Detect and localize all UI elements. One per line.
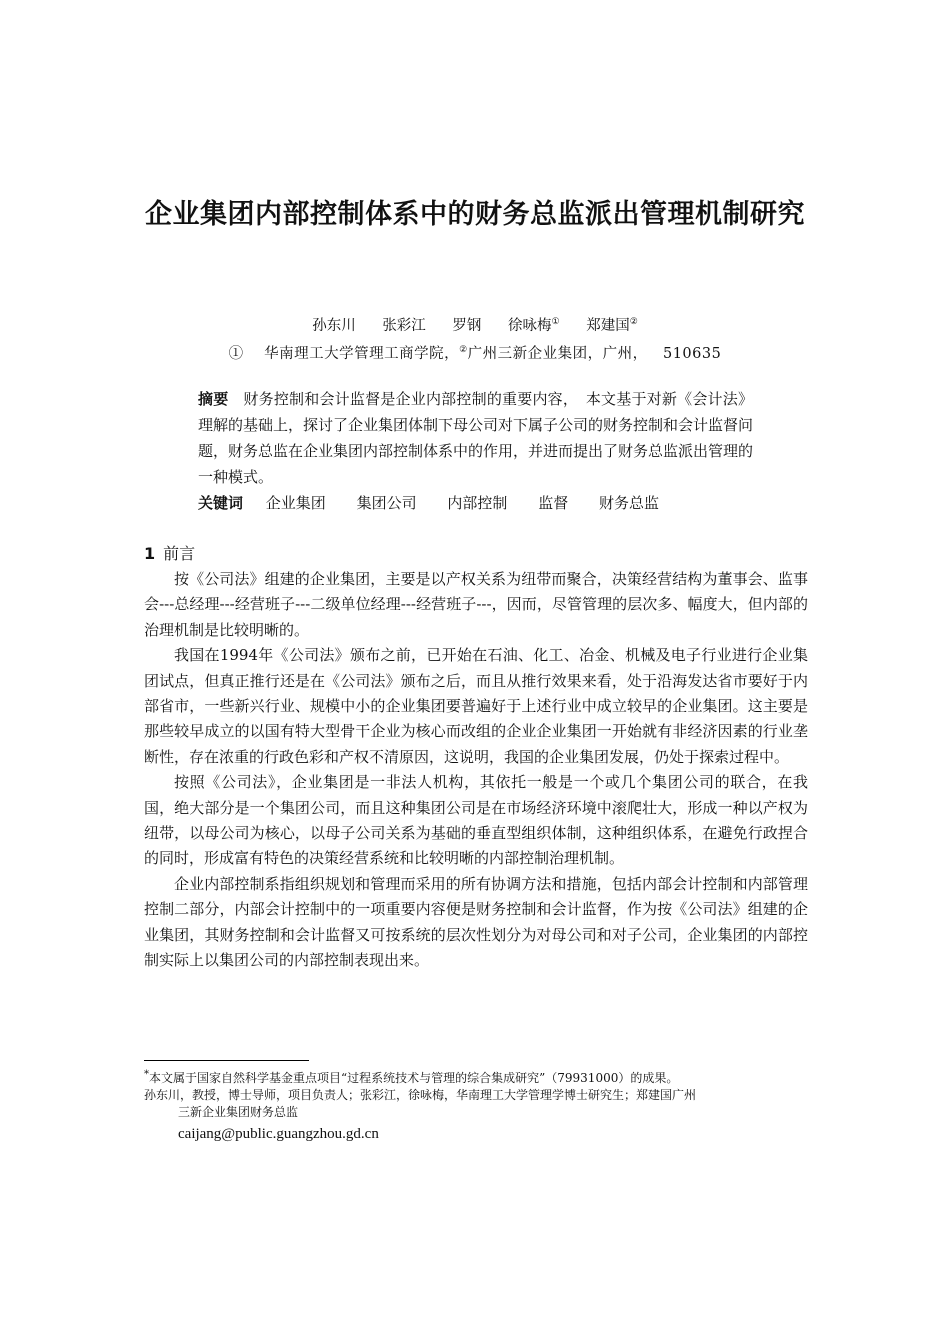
affiliation-institution-2: 广州三新企业集团，广州， — [467, 345, 648, 362]
author-2: 张彩江 — [382, 317, 426, 334]
author-5-mark: ② — [629, 317, 638, 327]
section-title: 前言 — [163, 544, 196, 563]
footnote-email: caijang@public.guangzhou.gd.cn — [178, 1126, 379, 1142]
keyword-3: 内部控制 — [447, 494, 508, 512]
paper-title: 企业集团内部控制体系中的财务总监派出管理机制研究 — [145, 199, 805, 230]
section-heading — [144, 542, 195, 566]
abstract — [198, 386, 753, 490]
section-number: 1 — [144, 544, 156, 563]
author-4-mark: ① — [551, 317, 560, 327]
keywords-label: 关键词 — [198, 494, 244, 512]
footnote — [144, 1066, 824, 1145]
affiliation-institution-1: 华南理工大学管理工商学院， — [264, 345, 460, 362]
footnote-divider — [144, 1060, 309, 1061]
author-4: 徐咏梅① — [508, 317, 560, 334]
affiliation-postcode: 510635 — [662, 345, 722, 362]
section-body — [144, 567, 808, 974]
author-3: 罗钢 — [452, 317, 482, 334]
keyword-1: 企业集团 — [265, 494, 326, 512]
footnote-line-1: *本文属于国家自然科学基金重点项目“过程系统技术与管理的综合集成研究”（79931000）的成果。 — [144, 1069, 679, 1085]
footnote-marker: * — [144, 1069, 149, 1080]
affiliation-mark-2: ② — [459, 345, 468, 355]
author-list — [0, 312, 950, 336]
author-5: 郑建国② — [586, 317, 638, 334]
affiliation — [0, 340, 950, 364]
footnote-line-2: 孙东川，教授，博士导师，项目负责人；张彩江，徐咏梅，华南理工大学管理学博士研究生；郑建国广州 — [144, 1088, 697, 1102]
paragraph-2: 我国在1994年《公司法》颁布之前，已开始在石油、化工、冶金、机械及电子行业进行企业集团试点，但真正推行还是在《公司法》颁布之后，而且从推行效果来看，处于沿海发达省市要好于内部省市，一些新兴行业、规模中小的企业集团要普遍好于上述行业中成立较早的企业集团。这主要是那些较早成立的以国有特大型骨干企业为核心而改组的企业企业集团一开始就有非经济因素的行业垄断性，存在浓重的行政色彩和产权不清原因，这说明，我国的企业集团发展，仍处于探索过程中。 — [144, 646, 808, 766]
keywords — [198, 490, 798, 516]
affiliation-mark-1: ① — [228, 345, 244, 362]
paragraph-1: 按《公司法》组建的企业集团，主要是以产权关系为纽带而聚合，决策经营结构为董事会、监事会---总经理---经营班子---二级单位经理---经营班子---，因而，尽管管理的层次多、幅度大，但内部的治理机制是比较明晰的。 — [144, 570, 808, 639]
paragraph-3: 按照《公司法》，企业集团是一非法人机构，其依托一般是一个或几个集团公司的联合，在我国，绝大部分是一个集团公司，而且这种集团公司是在市场经济环境中滚爬壮大，形成一种以产权为纽带，以母公司为核心，以母子公司关系为基础的垂直型组织体制，这种组织体系，在避免行政捏合的同时，形成富有特色的决策经营系统和比较明晰的内部控制治理机制。 — [144, 773, 808, 868]
footnote-line-3: 三新企业集团财务总监 — [178, 1105, 299, 1119]
abstract-text: 财务控制和会计监督是企业内部控制的重要内容， 本文基于对新《会计法》理解的基础上，探讨了企业集团体制下母公司对下属子公司的财务控制和会计监督问题，财务总监在企业集团内部控制体系中的作用，并进而提出了财务总监派出管理的一种模式。 — [198, 390, 754, 486]
keyword-2: 集团公司 — [356, 494, 417, 512]
keyword-4: 监督 — [538, 494, 569, 512]
paragraph-4: 企业内部控制系指组织规划和管理而采用的所有协调方法和措施，包括内部会计控制和内部管理控制二部分，内部会计控制中的一项重要内容便是财务控制和会计监督，作为按《公司法》组建的企业集团，其财务控制和会计监督又可按系统的层次性划分为对母公司和对子公司，企业集团的内部控制实际上以集团公司的内部控制表现出来。 — [144, 874, 808, 970]
keyword-5: 财务总监 — [598, 494, 659, 512]
author-1: 孙东川 — [312, 317, 356, 334]
abstract-label: 摘要 — [198, 390, 229, 408]
